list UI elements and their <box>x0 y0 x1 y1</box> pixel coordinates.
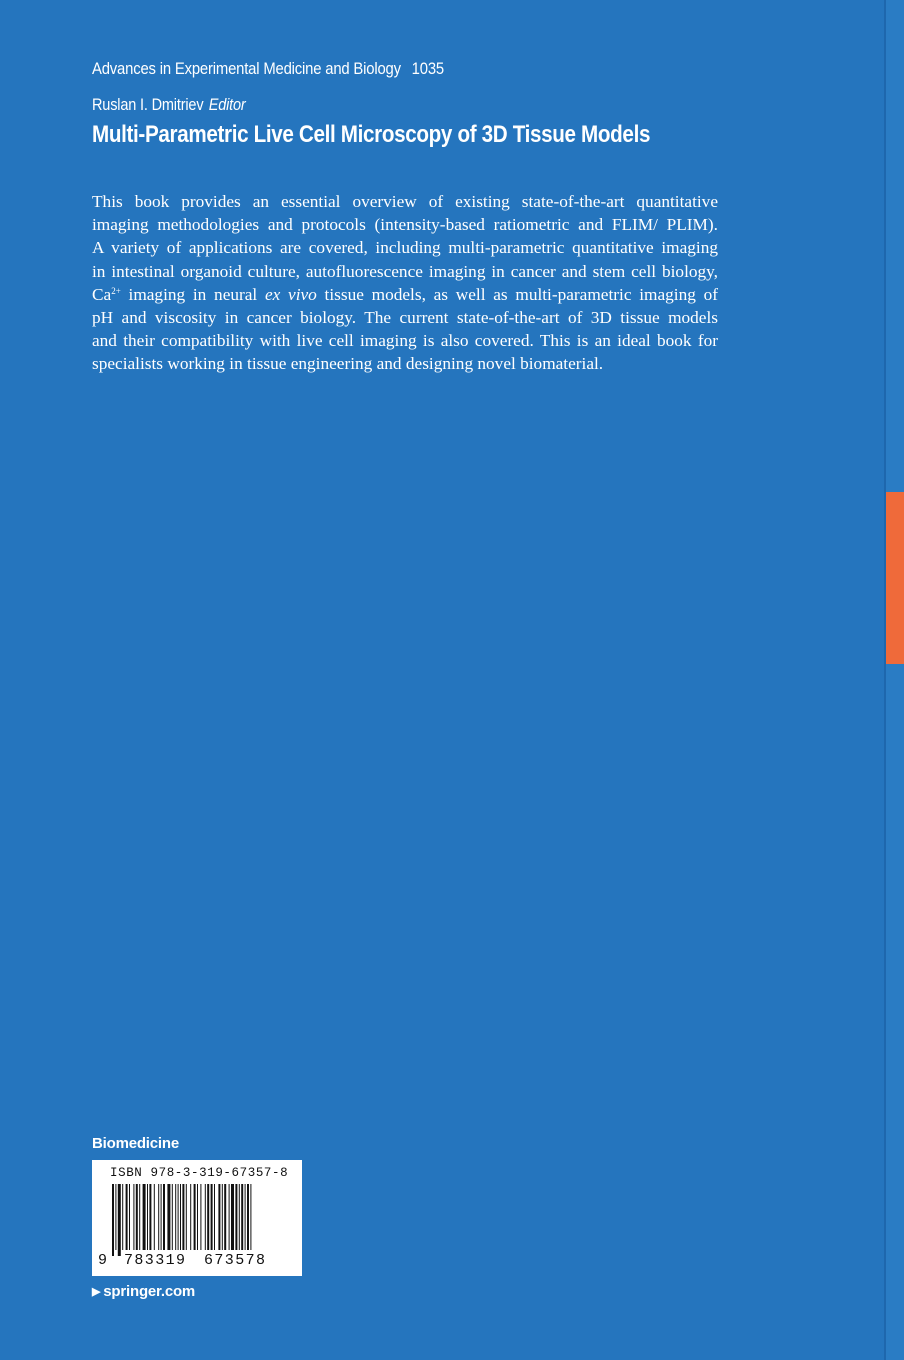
isbn-digits-left: 783319 <box>124 1252 187 1269</box>
barcode-bar <box>250 1184 251 1250</box>
barcode-bar <box>115 1184 116 1250</box>
description-line: A variety of applications are covered, including multi-parametric quantitative imaging <box>92 238 718 258</box>
ca-text: Ca <box>92 284 112 304</box>
description-line: pH and viscosity in cancer biology. The current state-of-the-art of 3D tissue models <box>92 308 718 328</box>
barcode-bar <box>143 1184 146 1250</box>
ca-superscript: 2+ <box>111 285 121 296</box>
play-arrow-icon: ▶ <box>92 1286 101 1298</box>
spine <box>886 0 904 1360</box>
barcode-bar <box>245 1184 246 1250</box>
barcode-bar <box>211 1184 213 1250</box>
barcode-bar <box>247 1184 249 1250</box>
barcode-bar <box>235 1184 237 1250</box>
description-fragment: tissue models, as well as multi-parametric imaging of <box>316 284 718 304</box>
book-description <box>92 190 718 376</box>
isbn-digits-right: 673578 <box>204 1252 267 1269</box>
barcode-bar <box>133 1184 134 1250</box>
barcode-bar <box>205 1184 206 1250</box>
barcode-bar <box>180 1184 181 1250</box>
isbn-first-digit: 9 <box>98 1252 108 1269</box>
barcode-bar <box>163 1184 165 1250</box>
barcode-bar <box>182 1184 184 1250</box>
description-line: in intestinal organoid culture, autofluorescence imaging in cancer and stem cell biology, <box>92 261 718 281</box>
subject-category: Biomedicine <box>92 1135 179 1152</box>
barcode-bar <box>147 1184 148 1250</box>
barcode-bar <box>224 1184 226 1250</box>
ex-vivo-italic: ex vivo <box>264 284 317 304</box>
description-line <box>92 283 718 306</box>
barcode-bar <box>149 1184 151 1250</box>
editor-role: Editor <box>208 96 246 114</box>
barcode-bar <box>214 1184 215 1250</box>
description-fragment: imaging in neural <box>120 284 265 304</box>
editor-name: Ruslan I. Dmitriev <box>92 96 204 114</box>
barcode-bar <box>112 1184 114 1256</box>
barcode-bar <box>139 1184 140 1250</box>
barcode-bar <box>122 1184 123 1250</box>
barcode-bar <box>197 1184 198 1250</box>
description-line: and their compatibility with live cell imaging is also covered. This is an ideal book for <box>92 331 718 351</box>
description-line: specialists working in tissue engineering and designing novel biomaterial. <box>92 354 604 374</box>
description-line: imaging methodologies and protocols (intensity-based ratiometric and FLIM/ PLIM). <box>92 215 718 235</box>
barcode-bar <box>222 1184 223 1250</box>
barcode-bar <box>218 1184 220 1250</box>
barcode-bar <box>172 1184 173 1250</box>
series-name: Advances in Experimental Medicine and Biology <box>92 60 401 78</box>
barcode-bar <box>154 1184 155 1250</box>
book-title: Multi-Parametric Live Cell Microscopy of 3D Tissue Models <box>92 121 651 148</box>
series-line <box>92 60 444 79</box>
barcode-bar <box>136 1184 138 1250</box>
barcode-bar <box>175 1184 176 1250</box>
publisher-url: springer.com <box>103 1283 196 1300</box>
editor-line <box>92 96 246 115</box>
barcode-bar <box>129 1184 130 1250</box>
barcode-bar <box>118 1184 121 1256</box>
barcode-bar <box>200 1184 201 1250</box>
isbn-barcode <box>92 1160 302 1276</box>
barcode-bar <box>126 1184 128 1250</box>
barcode-bar <box>239 1184 240 1250</box>
barcode-bar <box>229 1184 230 1250</box>
isbn-label: ISBN 978-3-319-67357-8 <box>110 1166 289 1180</box>
series-number: 1035 <box>411 60 444 78</box>
barcode-bar <box>207 1184 209 1250</box>
barcode-bar <box>178 1184 179 1250</box>
barcode-bar <box>241 1184 243 1250</box>
barcode-bar <box>194 1184 196 1250</box>
barcode-bar <box>231 1184 234 1250</box>
barcode-bar <box>161 1184 162 1250</box>
barcode-bar <box>190 1184 191 1250</box>
publisher-link[interactable] <box>92 1283 195 1300</box>
barcode-bar <box>158 1184 159 1250</box>
description-line: This book provides an essential overview of existing state-of-the-art quantitative <box>92 192 718 211</box>
barcode-bar <box>167 1184 170 1250</box>
spine-color-tab <box>886 492 904 664</box>
barcode-bar <box>186 1184 187 1250</box>
